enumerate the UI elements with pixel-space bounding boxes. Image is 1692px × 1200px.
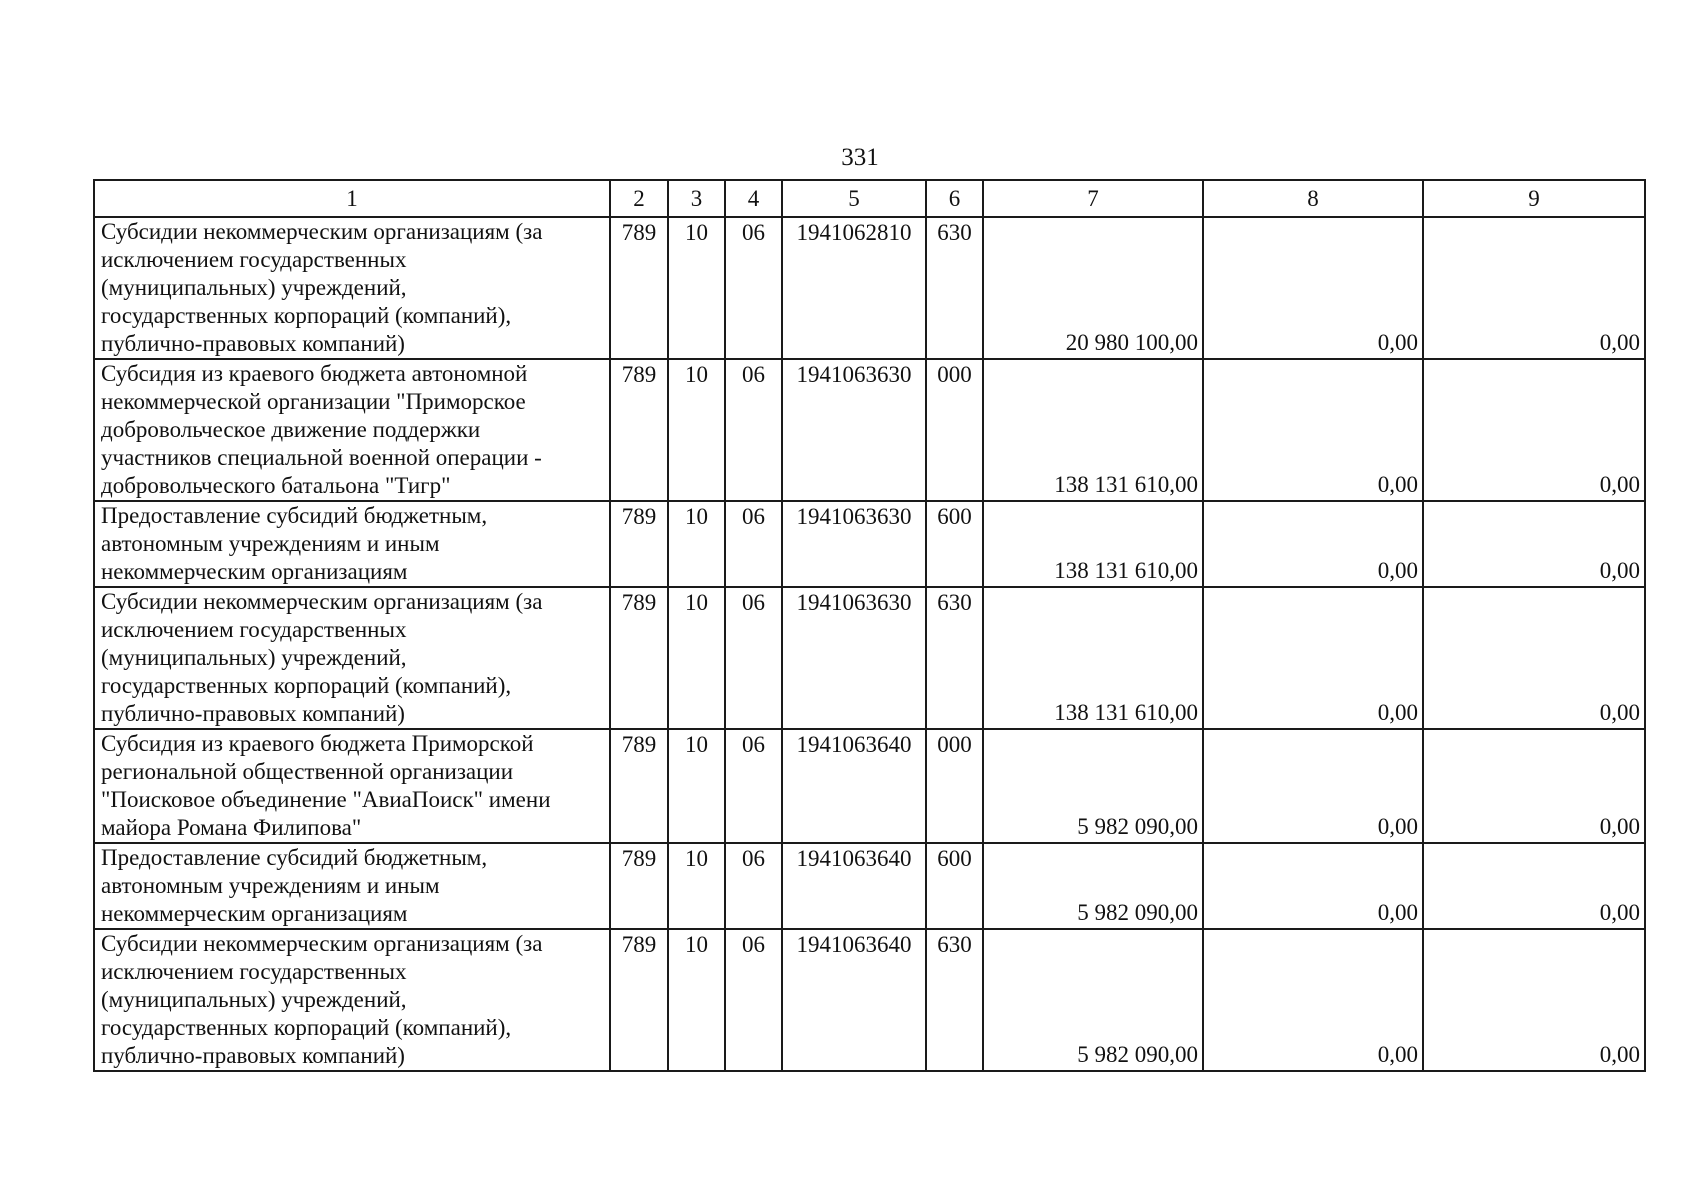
description-line: автономным учреждениям и иным xyxy=(101,873,440,898)
row-admin-code: 789 xyxy=(610,501,668,587)
row-subsection-code: 06 xyxy=(725,929,782,1071)
row-amount-col-9: 0,00 xyxy=(1423,501,1645,587)
row-expense-type-code: 000 xyxy=(926,359,983,501)
header-col-9: 9 xyxy=(1423,180,1645,217)
description-line: майора Романа Филипова" xyxy=(101,815,362,840)
description-line: автономным учреждениям и иным xyxy=(101,531,440,556)
description-line: государственных корпораций (компаний), xyxy=(101,1015,512,1040)
table-row xyxy=(94,217,1645,359)
row-section-code: 10 xyxy=(668,501,725,587)
row-description xyxy=(94,843,610,929)
header-col-5: 5 xyxy=(782,180,926,217)
row-admin-code: 789 xyxy=(610,729,668,843)
row-amount-col-7: 138 131 610,00 xyxy=(983,587,1203,729)
row-section-code: 10 xyxy=(668,929,725,1071)
row-section-code: 10 xyxy=(668,359,725,501)
description-line: региональной общественной организации xyxy=(101,759,514,784)
row-description xyxy=(94,929,610,1071)
table-row xyxy=(94,843,1645,929)
description-line: исключением государственных xyxy=(101,959,407,984)
row-description xyxy=(94,501,610,587)
row-subsection-code: 06 xyxy=(725,843,782,929)
row-amount-col-8: 0,00 xyxy=(1203,501,1423,587)
description-line: Субсидия из краевого бюджета автономной xyxy=(101,361,528,386)
row-amount-col-8: 0,00 xyxy=(1203,587,1423,729)
row-expense-type-code: 000 xyxy=(926,729,983,843)
description-line: Субсидии некоммерческим организациям (за xyxy=(101,219,543,244)
row-amount-col-8: 0,00 xyxy=(1203,217,1423,359)
row-target-article-code: 1941063640 xyxy=(782,729,926,843)
row-subsection-code: 06 xyxy=(725,501,782,587)
table-row xyxy=(94,359,1645,501)
description-line: государственных корпораций (компаний), xyxy=(101,303,512,328)
header-row xyxy=(94,180,1645,217)
row-section-code: 10 xyxy=(668,217,725,359)
row-amount-col-9: 0,00 xyxy=(1423,217,1645,359)
description-line: некоммерческой организации "Приморское xyxy=(101,389,526,414)
row-amount-col-8: 0,00 xyxy=(1203,843,1423,929)
row-expense-type-code: 630 xyxy=(926,587,983,729)
description-line: Предоставление субсидий бюджетным, xyxy=(101,845,488,870)
description-line: (муниципальных) учреждений, xyxy=(101,645,407,670)
row-admin-code: 789 xyxy=(610,359,668,501)
row-admin-code: 789 xyxy=(610,217,668,359)
table-row xyxy=(94,501,1645,587)
row-subsection-code: 06 xyxy=(725,359,782,501)
description-line: государственных корпораций (компаний), xyxy=(101,673,512,698)
header-col-8: 8 xyxy=(1203,180,1423,217)
row-amount-col-8: 0,00 xyxy=(1203,729,1423,843)
description-line: участников специальной военной операции - xyxy=(101,445,542,470)
row-amount-col-8: 0,00 xyxy=(1203,359,1423,501)
description-line: публично-правовых компаний) xyxy=(101,1043,405,1068)
row-target-article-code: 1941063630 xyxy=(782,359,926,501)
row-section-code: 10 xyxy=(668,729,725,843)
table-header xyxy=(94,180,1645,217)
description-line: Субсидии некоммерческим организациям (за xyxy=(101,931,543,956)
table-row xyxy=(94,587,1645,729)
description-line: (муниципальных) учреждений, xyxy=(101,275,407,300)
row-amount-col-9: 0,00 xyxy=(1423,359,1645,501)
description-line: Субсидии некоммерческим организациям (за xyxy=(101,589,543,614)
description-line: исключением государственных xyxy=(101,247,407,272)
row-description xyxy=(94,217,610,359)
row-description xyxy=(94,729,610,843)
description-line: (муниципальных) учреждений, xyxy=(101,987,407,1012)
description-line: некоммерческим организациям xyxy=(101,901,408,926)
row-expense-type-code: 630 xyxy=(926,929,983,1071)
row-target-article-code: 1941063640 xyxy=(782,843,926,929)
row-admin-code: 789 xyxy=(610,843,668,929)
row-amount-col-7: 5 982 090,00 xyxy=(983,729,1203,843)
row-target-article-code: 1941063630 xyxy=(782,587,926,729)
row-amount-col-7: 138 131 610,00 xyxy=(983,359,1203,501)
description-line: "Поисковое объединение "АвиаПоиск" имени xyxy=(101,787,551,812)
description-line: некоммерческим организациям xyxy=(101,559,408,584)
row-target-article-code: 1941063640 xyxy=(782,929,926,1071)
row-amount-col-9: 0,00 xyxy=(1423,729,1645,843)
table-row xyxy=(94,729,1645,843)
row-target-article-code: 1941063630 xyxy=(782,501,926,587)
row-expense-type-code: 630 xyxy=(926,217,983,359)
row-expense-type-code: 600 xyxy=(926,843,983,929)
row-amount-col-7: 138 131 610,00 xyxy=(983,501,1203,587)
row-amount-col-7: 5 982 090,00 xyxy=(983,843,1203,929)
row-amount-col-7: 5 982 090,00 xyxy=(983,929,1203,1071)
row-expense-type-code: 600 xyxy=(926,501,983,587)
header-col-4: 4 xyxy=(725,180,782,217)
row-admin-code: 789 xyxy=(610,587,668,729)
description-line: Предоставление субсидий бюджетным, xyxy=(101,503,488,528)
description-line: публично-правовых компаний) xyxy=(101,331,405,356)
row-amount-col-9: 0,00 xyxy=(1423,929,1645,1071)
row-amount-col-7: 20 980 100,00 xyxy=(983,217,1203,359)
header-col-3: 3 xyxy=(668,180,725,217)
row-amount-col-9: 0,00 xyxy=(1423,587,1645,729)
description-line: добровольческого батальона "Тигр" xyxy=(101,473,451,498)
row-section-code: 10 xyxy=(668,587,725,729)
row-subsection-code: 06 xyxy=(725,729,782,843)
table-row xyxy=(94,929,1645,1071)
row-description xyxy=(94,587,610,729)
header-col-7: 7 xyxy=(983,180,1203,217)
description-line: публично-правовых компаний) xyxy=(101,701,405,726)
row-target-article-code: 1941062810 xyxy=(782,217,926,359)
description-line: добровольческое движение поддержки xyxy=(101,417,481,442)
table-body xyxy=(94,217,1645,1071)
description-line: Субсидия из краевого бюджета Приморской xyxy=(101,731,534,756)
row-subsection-code: 06 xyxy=(725,217,782,359)
row-amount-col-8: 0,00 xyxy=(1203,929,1423,1071)
row-description xyxy=(94,359,610,501)
description-line: исключением государственных xyxy=(101,617,407,642)
row-admin-code: 789 xyxy=(610,929,668,1071)
page-number: 331 xyxy=(841,144,879,171)
budget-table xyxy=(93,179,1646,1072)
row-amount-col-9: 0,00 xyxy=(1423,843,1645,929)
header-col-2: 2 xyxy=(610,180,668,217)
row-section-code: 10 xyxy=(668,843,725,929)
row-subsection-code: 06 xyxy=(725,587,782,729)
header-col-6: 6 xyxy=(926,180,983,217)
header-col-1: 1 xyxy=(94,180,610,217)
